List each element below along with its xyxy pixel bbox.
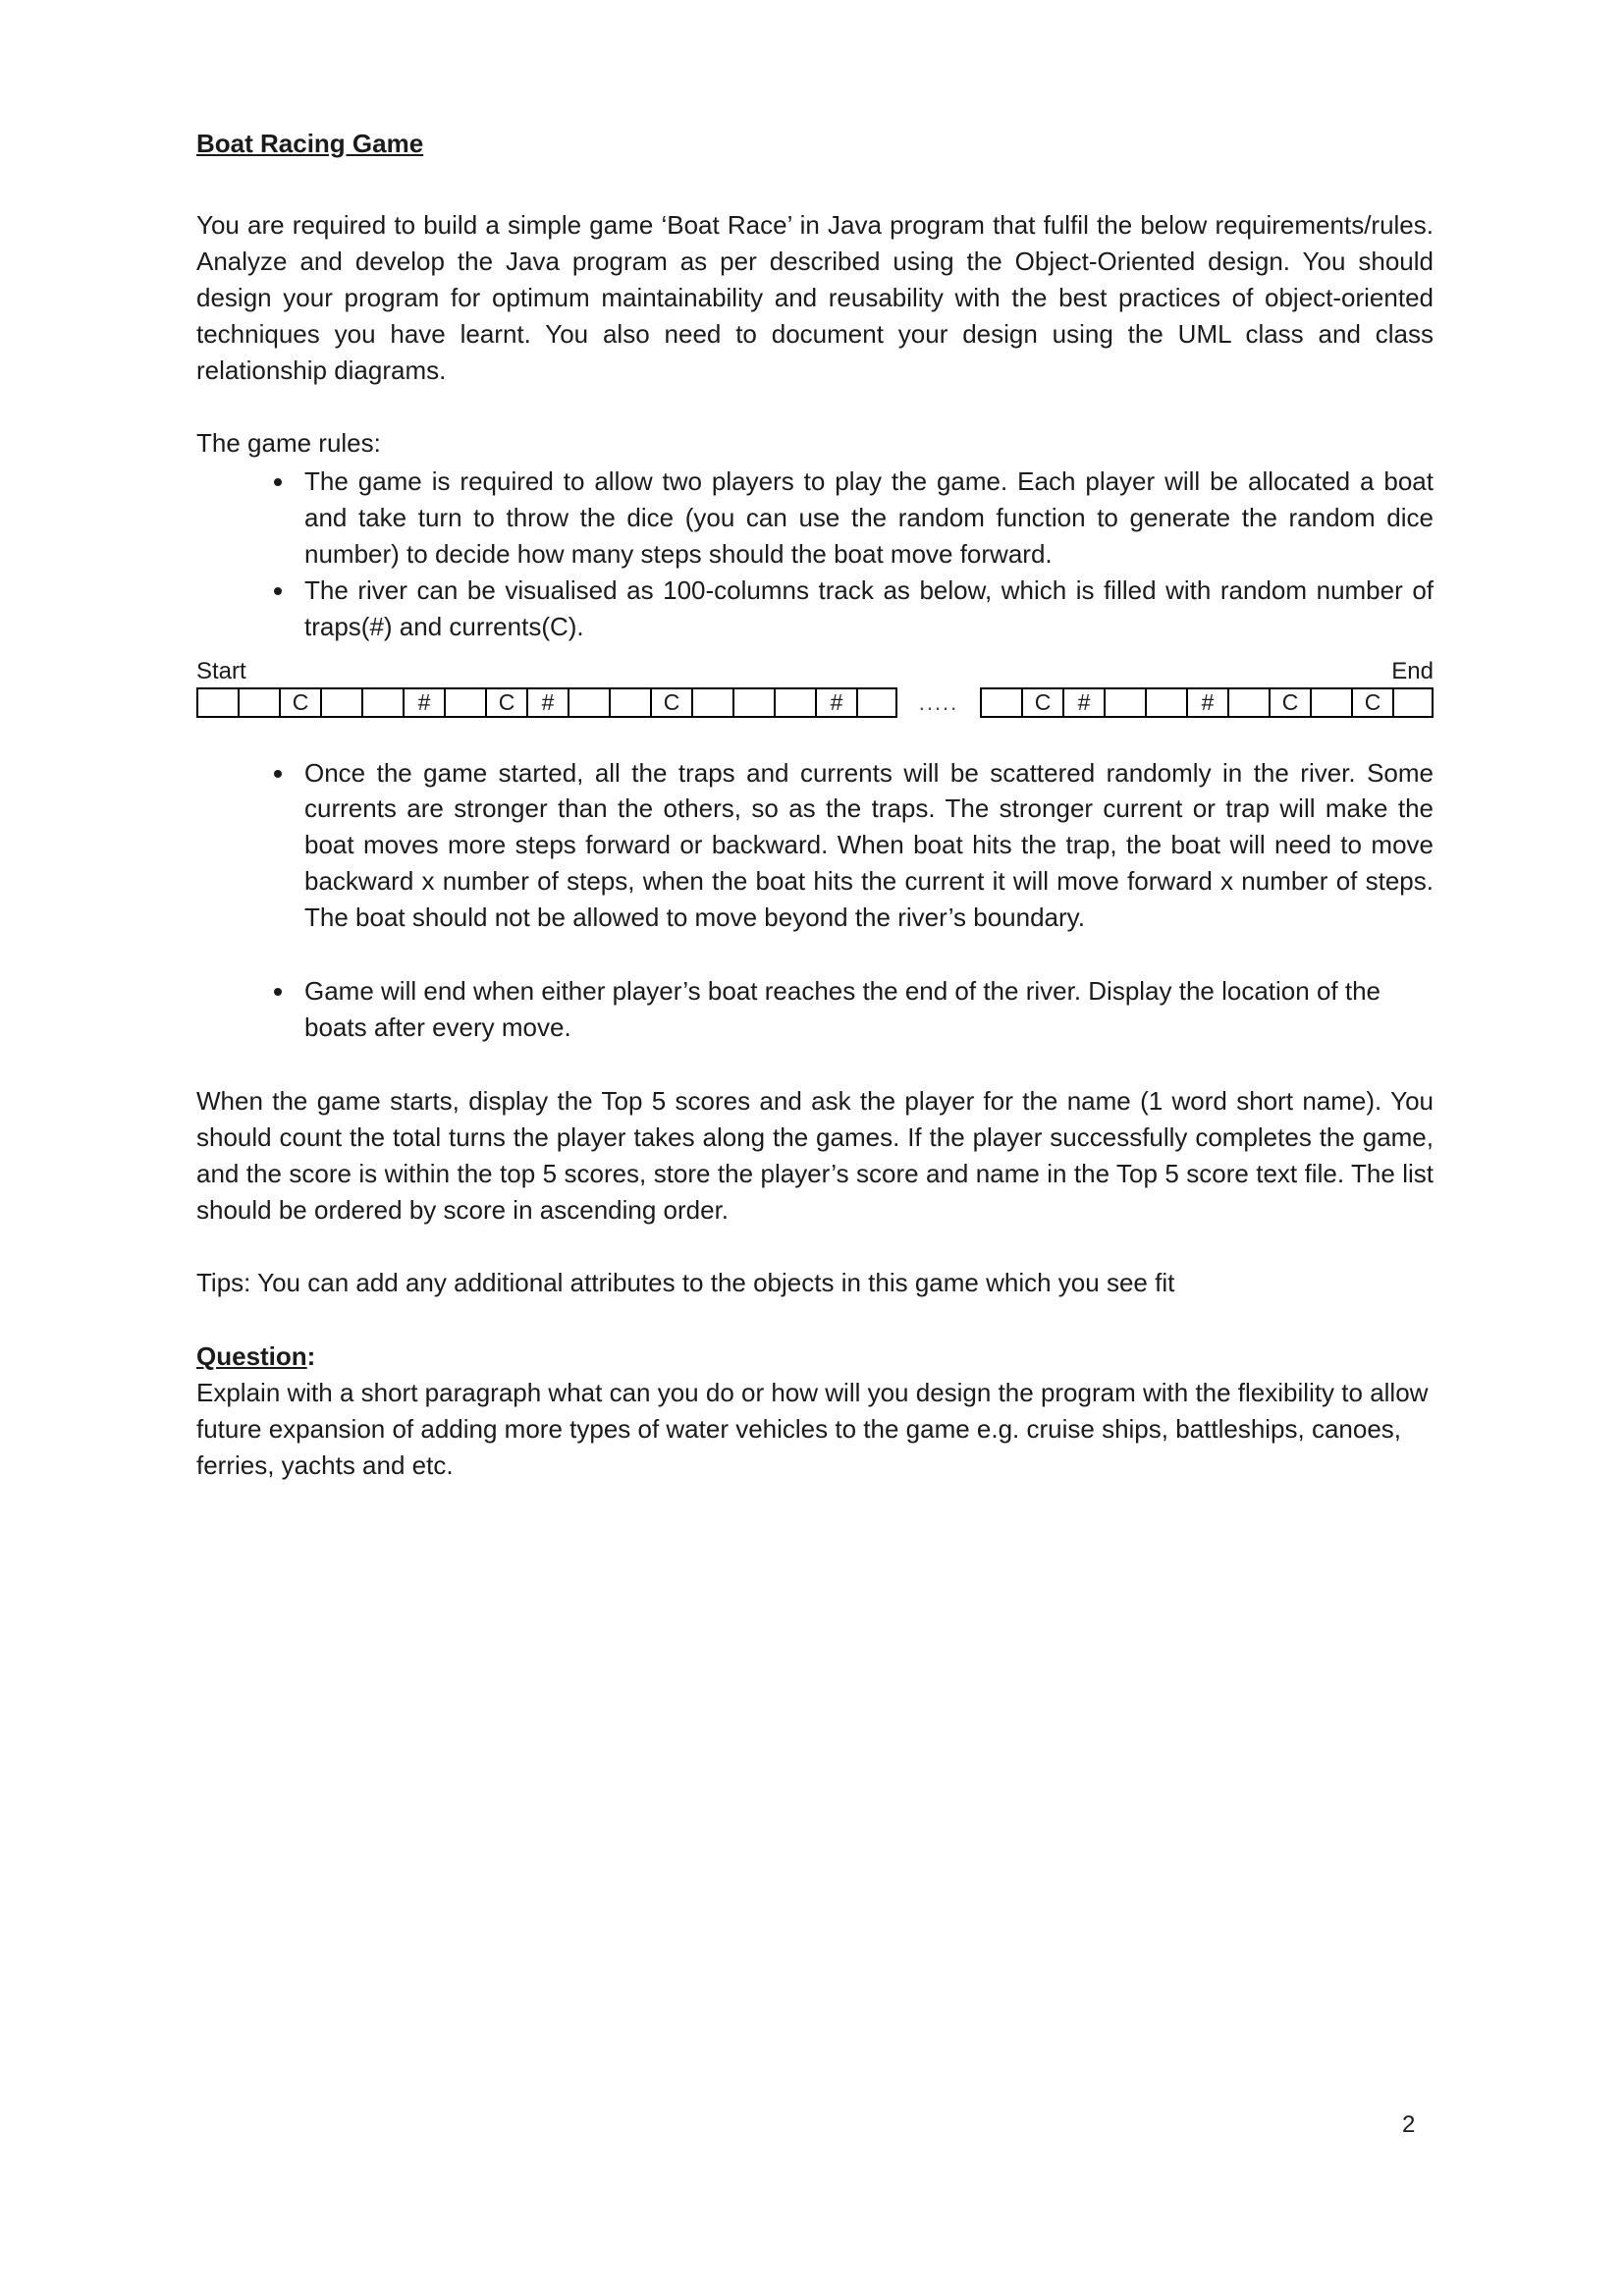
track-cell: C — [650, 687, 691, 718]
track-cell — [774, 687, 815, 718]
track-cell — [238, 687, 279, 718]
track-cell — [856, 687, 897, 718]
track-cell — [568, 687, 609, 718]
track-cell — [1310, 687, 1351, 718]
rules-label: The game rules: — [196, 428, 381, 459]
question-paragraph: Explain with a short paragraph what can you do or how will you design the program with the flexibility to allow future expansion of adding more types of water vehicles to the game e.g. cruise ships, battleships, canoes, ferries, yachts and etc. — [196, 1378, 1429, 1481]
track-cell — [609, 687, 650, 718]
track-cell: # — [403, 687, 444, 718]
track-end-label: End — [1391, 657, 1434, 684]
track-cell: # — [1186, 687, 1227, 718]
track-segment-2 — [980, 687, 1434, 719]
track-cell: C — [1351, 687, 1392, 718]
rules-list-top — [196, 464, 1434, 645]
track-cell: C — [279, 687, 320, 718]
river-track-diagram — [196, 659, 1434, 720]
question-label: Question — [196, 1341, 307, 1372]
intro-paragraph: You are required to build a simple game ‘Boat Race’ in Java program that fulfil the below requirements/rules. Analyze and develop the Java program as per described using the Object-Oriented design. You should design your program for optimum maintainability and reusability with the best practices of object-oriented techniques you have learnt. You also need to document your design using the UML class and class relationship diagrams. — [196, 209, 1434, 385]
track-cell — [732, 687, 774, 718]
question-heading — [196, 1339, 1434, 1375]
track-cell — [361, 687, 403, 718]
rule-item-players: • The game is required to allow two players to play the game. Each player will be allocated a boat and take turn to throw the dice (you can use the random function to generate the random dice number) to decide how many steps should the boat move forward. — [297, 464, 1434, 573]
track-cell — [444, 687, 485, 718]
rule-item-game-end: • Game will end when either player’s boat reaches the end of the river. Display the location of the boats after every move. — [297, 973, 1434, 1046]
track-cell — [1145, 687, 1186, 718]
track-start-label: Start — [196, 657, 246, 684]
track-cell — [691, 687, 732, 718]
track-cell: # — [526, 687, 568, 718]
rule-item-river: • The river can be visualised as 100-columns track as below, which is filled with random number of traps(#) and currents(C). — [297, 573, 1434, 645]
page-number: 2 — [1402, 2111, 1416, 2138]
track-cell — [1392, 687, 1434, 718]
track-segment-1 — [196, 687, 897, 719]
track-cell — [1227, 687, 1269, 718]
rule-item-traps-currents: • Once the game started, all the traps and currents will be scattered randomly in the river. Some currents are stronger than the others, so as the traps. The stronger current or trap will make the boat moves more steps forward or backward. When boat hits the trap, the boat will need to move backward x number of steps, when the boat hits the current it will move forward x number of steps. The boat should not be allowed to move beyond the river’s boundary. — [297, 755, 1434, 937]
track-cell — [320, 687, 361, 718]
track-cell: C — [485, 687, 526, 718]
track-cell — [1104, 687, 1145, 718]
page-title: Boat Racing Game — [196, 129, 424, 158]
track-row — [196, 687, 1434, 719]
rules-list-bottom — [196, 755, 1434, 1046]
track-cell: # — [1062, 687, 1104, 718]
track-cell: C — [1269, 687, 1310, 718]
scores-paragraph: When the game starts, display the Top 5 scores and ask the player for the name (1 word short name). You should count the total turns the player takes along the games. If the player successfully completes the game, and the score is within the top 5 scores, store the player’s score and name in the Top 5 score text file. The list should be ordered by score in ascending order. — [196, 1085, 1434, 1225]
track-cell: # — [815, 687, 856, 718]
question-colon: : — [306, 1341, 316, 1372]
track-ellipsis: ..... — [918, 690, 959, 716]
track-cell: C — [1021, 687, 1062, 718]
tips-line: Tips: You can add any additional attributes to the objects in this game which you see fit — [196, 1268, 1175, 1298]
track-cell — [196, 687, 238, 718]
track-cell — [980, 687, 1021, 718]
track-labels — [196, 659, 1434, 684]
